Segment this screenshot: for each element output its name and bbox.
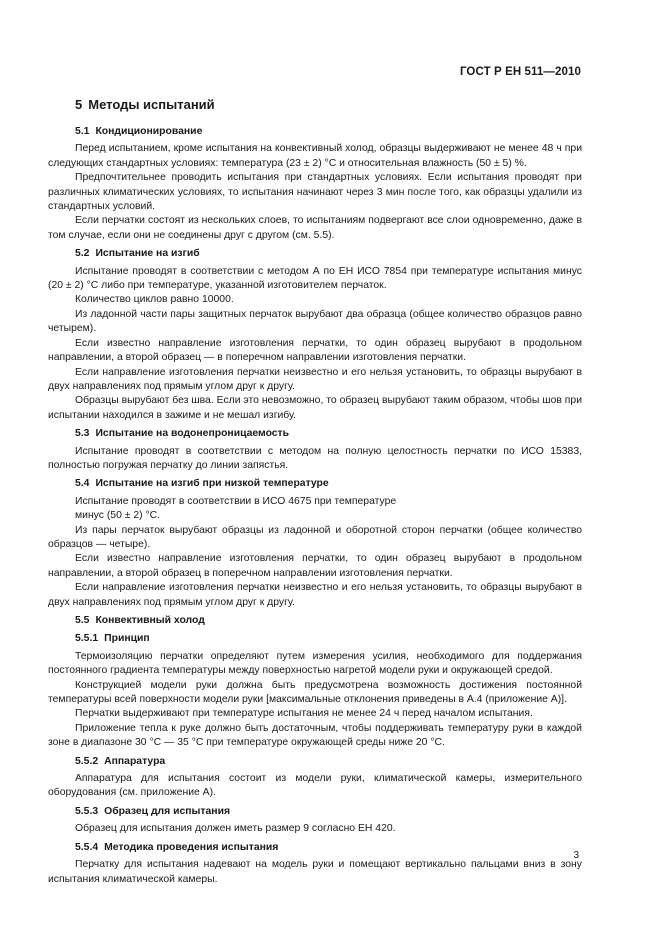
- subsection-heading-5-3: [48, 427, 582, 441]
- subsection-title: Образец для испытания: [104, 805, 231, 817]
- paragraph: Если направление изготовления перчатки неизвестно и его нельзя установить, то образцы вырубают в двух направлениях под прямым углом друг к другу.: [48, 366, 582, 392]
- subsection-title: Аппаратура: [104, 755, 166, 767]
- paragraph: Конструкцией модели руки должна быть предусмотрена возможность достижения постоянной температуры всей поверхности модели руки [максимальные отклонения приведены в А.4 (приложение А)].: [48, 679, 582, 706]
- subsection-title: Испытание на изгиб при низкой температуре: [95, 478, 329, 490]
- subsection-number: 5.5: [75, 615, 90, 626]
- subsection-heading-5-5: [48, 614, 582, 628]
- section-heading: [75, 97, 582, 113]
- paragraph: Если известно направление изготовления перчатки, то один образец вырубают в продольном направлении, а второй образец в поперечном направлении изготовления перчатки.: [48, 553, 582, 579]
- section-number: 5: [75, 97, 83, 112]
- subsection-title: Испытание на водонепроницаемость: [95, 428, 290, 440]
- subsection-number: 5.5.3: [75, 805, 99, 817]
- paragraph: Образец для испытания должен иметь размер 9 согласно ЕН 420.: [75, 823, 396, 835]
- subsection-heading-5-5-4: [48, 841, 582, 855]
- subsection-number: 5.5.4: [75, 841, 99, 853]
- subsection-heading-5-4: [48, 477, 582, 491]
- paragraph: Перчатки выдерживают при температуре испытания не менее 24 ч перед началом испытания.: [75, 708, 533, 720]
- paragraph: Если перчатки состоят из нескольких слоев, то испытаниям подвергают все слои одновременно, даже в том случае, если они не соединены друг с другом (см. 5.5).: [48, 215, 582, 241]
- subsection-number: 5.3: [75, 428, 90, 440]
- subsection-title: Принцип: [104, 633, 150, 645]
- paragraph: Термоизоляцию перчатки определяют путем измерения усилия, необходимого для поддержания постоянного градиента температуры между поверхностью нагретой модели руки и окружающей средой.: [48, 650, 582, 677]
- subsection-number: 5.5.2: [75, 755, 99, 767]
- paragraph: Испытание проводят в соответствии с методом на полную целостность перчатки по ИСО 15383, полностью погружая перчатку до линии запястья.: [48, 445, 582, 471]
- subsection-heading-5-2: [48, 247, 582, 261]
- section-title: Методы испытаний: [88, 97, 215, 112]
- paragraph: Если известно направление изготовления перчатки, то один образец вырубают в продольном направлении, а второй образец — в поперечном направлении изготовления перчатки.: [48, 337, 582, 364]
- paragraph: Аппаратура для испытания состоит из модели руки, климатической камеры, измерительного оборудования (см. приложение А).: [48, 773, 582, 799]
- document-code: ГОСТ Р ЕН 511—2010: [459, 66, 581, 78]
- paragraph: Приложение тепла к руке должно быть достаточным, чтобы поддерживать температуру руки в каждой зоне в диапазоне 30 °С — 35 °С при температуре окружающей среды ниже 20 °С.: [48, 722, 582, 749]
- subsection-title: Конвективный холод: [95, 615, 205, 626]
- paragraph: Перчатку для испытания надевают на модель руки и помещают вертикально пальцами вниз в зону испытания климатической камеры.: [48, 859, 582, 885]
- paragraph: Из пары перчаток вырубают образцы из ладонной и оборотной сторон перчатки (общее количество образцов — четыре).: [48, 524, 582, 550]
- subsection-heading-5-5-2: [48, 755, 582, 769]
- subsection-title: Испытание на изгиб: [95, 248, 200, 260]
- subsection-title: Методика проведения испытания: [104, 841, 279, 853]
- paragraph: Из ладонной части пары защитных перчаток вырубают два образца (общее количество образцов равно четырем).: [48, 308, 582, 335]
- subsection-heading-5-5-1: [48, 632, 582, 646]
- subsection-heading-5-5-3: [48, 805, 582, 819]
- subsection-number: 5.4: [75, 478, 90, 490]
- paragraph: Количество циклов равно 10000.: [75, 294, 234, 306]
- paragraph: Испытание проводят в соответствии с методом А по ЕН ИСО 7854 при температуре испытания минус (20 ± 2) °С либо при температуре, указанной изготовителем перчаток.: [48, 265, 582, 292]
- page-number: 3: [573, 850, 579, 861]
- paragraph: Перед испытанием, кроме испытания на конвективный холод, образцы выдерживают не менее 48 ч при следующих стандартных условиях: температура (23 ± 2) °С и относительная влажность (50 ± 5) %.: [48, 143, 582, 169]
- paragraph: Если направление изготовления перчатки неизвестно и его нельзя установить, то образцы вырубают в двух направлениях под прямым углом друг к другу.: [48, 582, 582, 608]
- document-body: [48, 97, 582, 887]
- paragraph: Образцы вырубают без шва. Если это невозможно, то образец вырубают таким образом, чтобы шов при испытании находился в зажиме и не мешал изгибу.: [48, 395, 582, 421]
- subsection-number: 5.2: [75, 248, 90, 260]
- paragraph: минус (50 ± 2) °С.: [75, 510, 161, 522]
- subsection-number: 5.1: [75, 126, 90, 137]
- subsection-number: 5.5.1: [75, 633, 99, 645]
- paragraph: Испытание проводят в соответствии в ИСО 4675 при температуре: [75, 495, 397, 507]
- paragraph: Предпочтительнее проводить испытания при стандартных условиях. Если испытания проводят при различных климатических условиях, то испытания начинают через 3 мин после того, как образцы удалили из стандартных условий.: [48, 172, 582, 213]
- subsection-heading-5-1: [48, 125, 582, 139]
- subsection-title: Кондиционирование: [95, 126, 203, 137]
